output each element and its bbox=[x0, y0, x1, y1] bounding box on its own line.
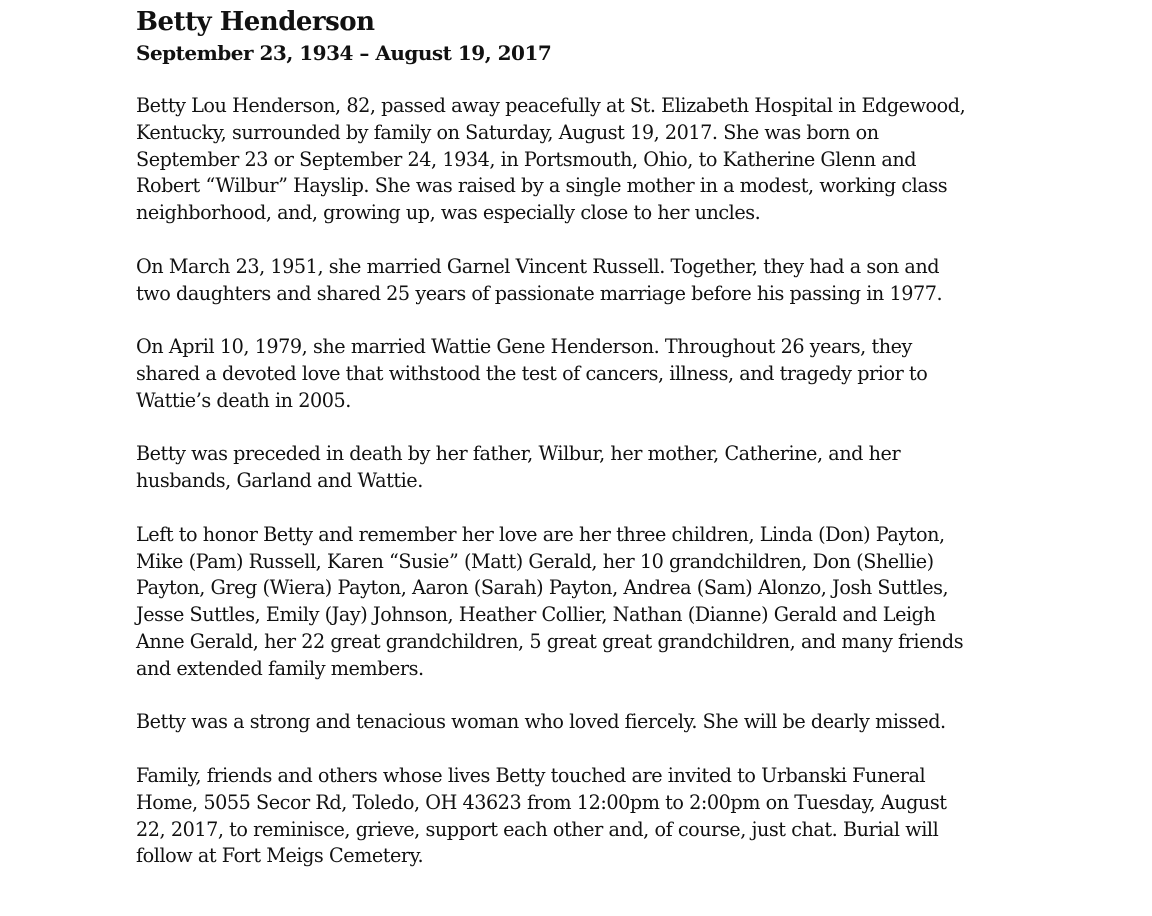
paragraph-preceded-in-death: Betty was preceded in death by her father, Wilbur, her mother, Catherine, and her husbands, Garland and Wattie. bbox=[136, 442, 901, 493]
paragraph-tribute: Betty was a strong and tenacious woman who loved fiercely. She will be dearly missed. bbox=[136, 710, 946, 734]
paragraph-first-marriage: On March 23, 1951, she married Garnel Vincent Russell. Together, they had a son and two daughters and shared 25 years of passionate marriage before his passing in 1977. bbox=[136, 254, 943, 305]
life-dates: September 23, 1934 – August 19, 2017 bbox=[136, 41, 552, 65]
paragraph-intro: Betty Lou Henderson, 82, passed away peacefully at St. Elizabeth Hospital in Edgewood, Kentucky, surrounded by family on Saturday, August 19, 2017. She was born on September 23 or September 24, 1934, in Portsmouth, Ohio, to Katherine Glenn and Robert “Wilbur” Hayslip. She was raised by a single mother in a modest, working class neighborhood, and, growing up, was especially close to her uncles. bbox=[136, 94, 966, 225]
paragraph-survivors: Left to honor Betty and remember her love are her three children, Linda (Don) Payton, Mike (Pam) Russell, Karen “Susie” (Matt) Gerald, her 10 grandchildren, Don (Shellie) Payton, Greg (Wiera) Payton, Aaron (Sarah) Payton, Andrea (Sam) Alonzo, Josh Suttles, Jesse Suttles, Emily (Jay) Johnson, Heather Collier, Nathan (Dianne) Gerald and Leigh Anne Gerald, her 22 great grandchildren, 5 great great grandchildren, and many friends and extended family members. bbox=[136, 522, 964, 680]
paragraph-service-details: Family, friends and others whose lives Betty touched are invited to Urbanski Funeral Home, 5055 Secor Rd, Toledo, OH 43623 from 12:00pm to 2:00pm on Tuesday, August 22, 2017, to reminisce, grieve, support each other and, of course, just chat. Burial will follow at Fort Meigs Cemetery. bbox=[136, 763, 947, 868]
obituary-content bbox=[136, 4, 966, 897]
page-title: Betty Henderson bbox=[136, 7, 375, 37]
paragraph-second-marriage: On April 10, 1979, she married Wattie Gene Henderson. Throughout 26 years, they shared a devoted love that withstood the test of cancers, illness, and tragedy prior to Wattie’s death in 2005. bbox=[136, 335, 928, 412]
